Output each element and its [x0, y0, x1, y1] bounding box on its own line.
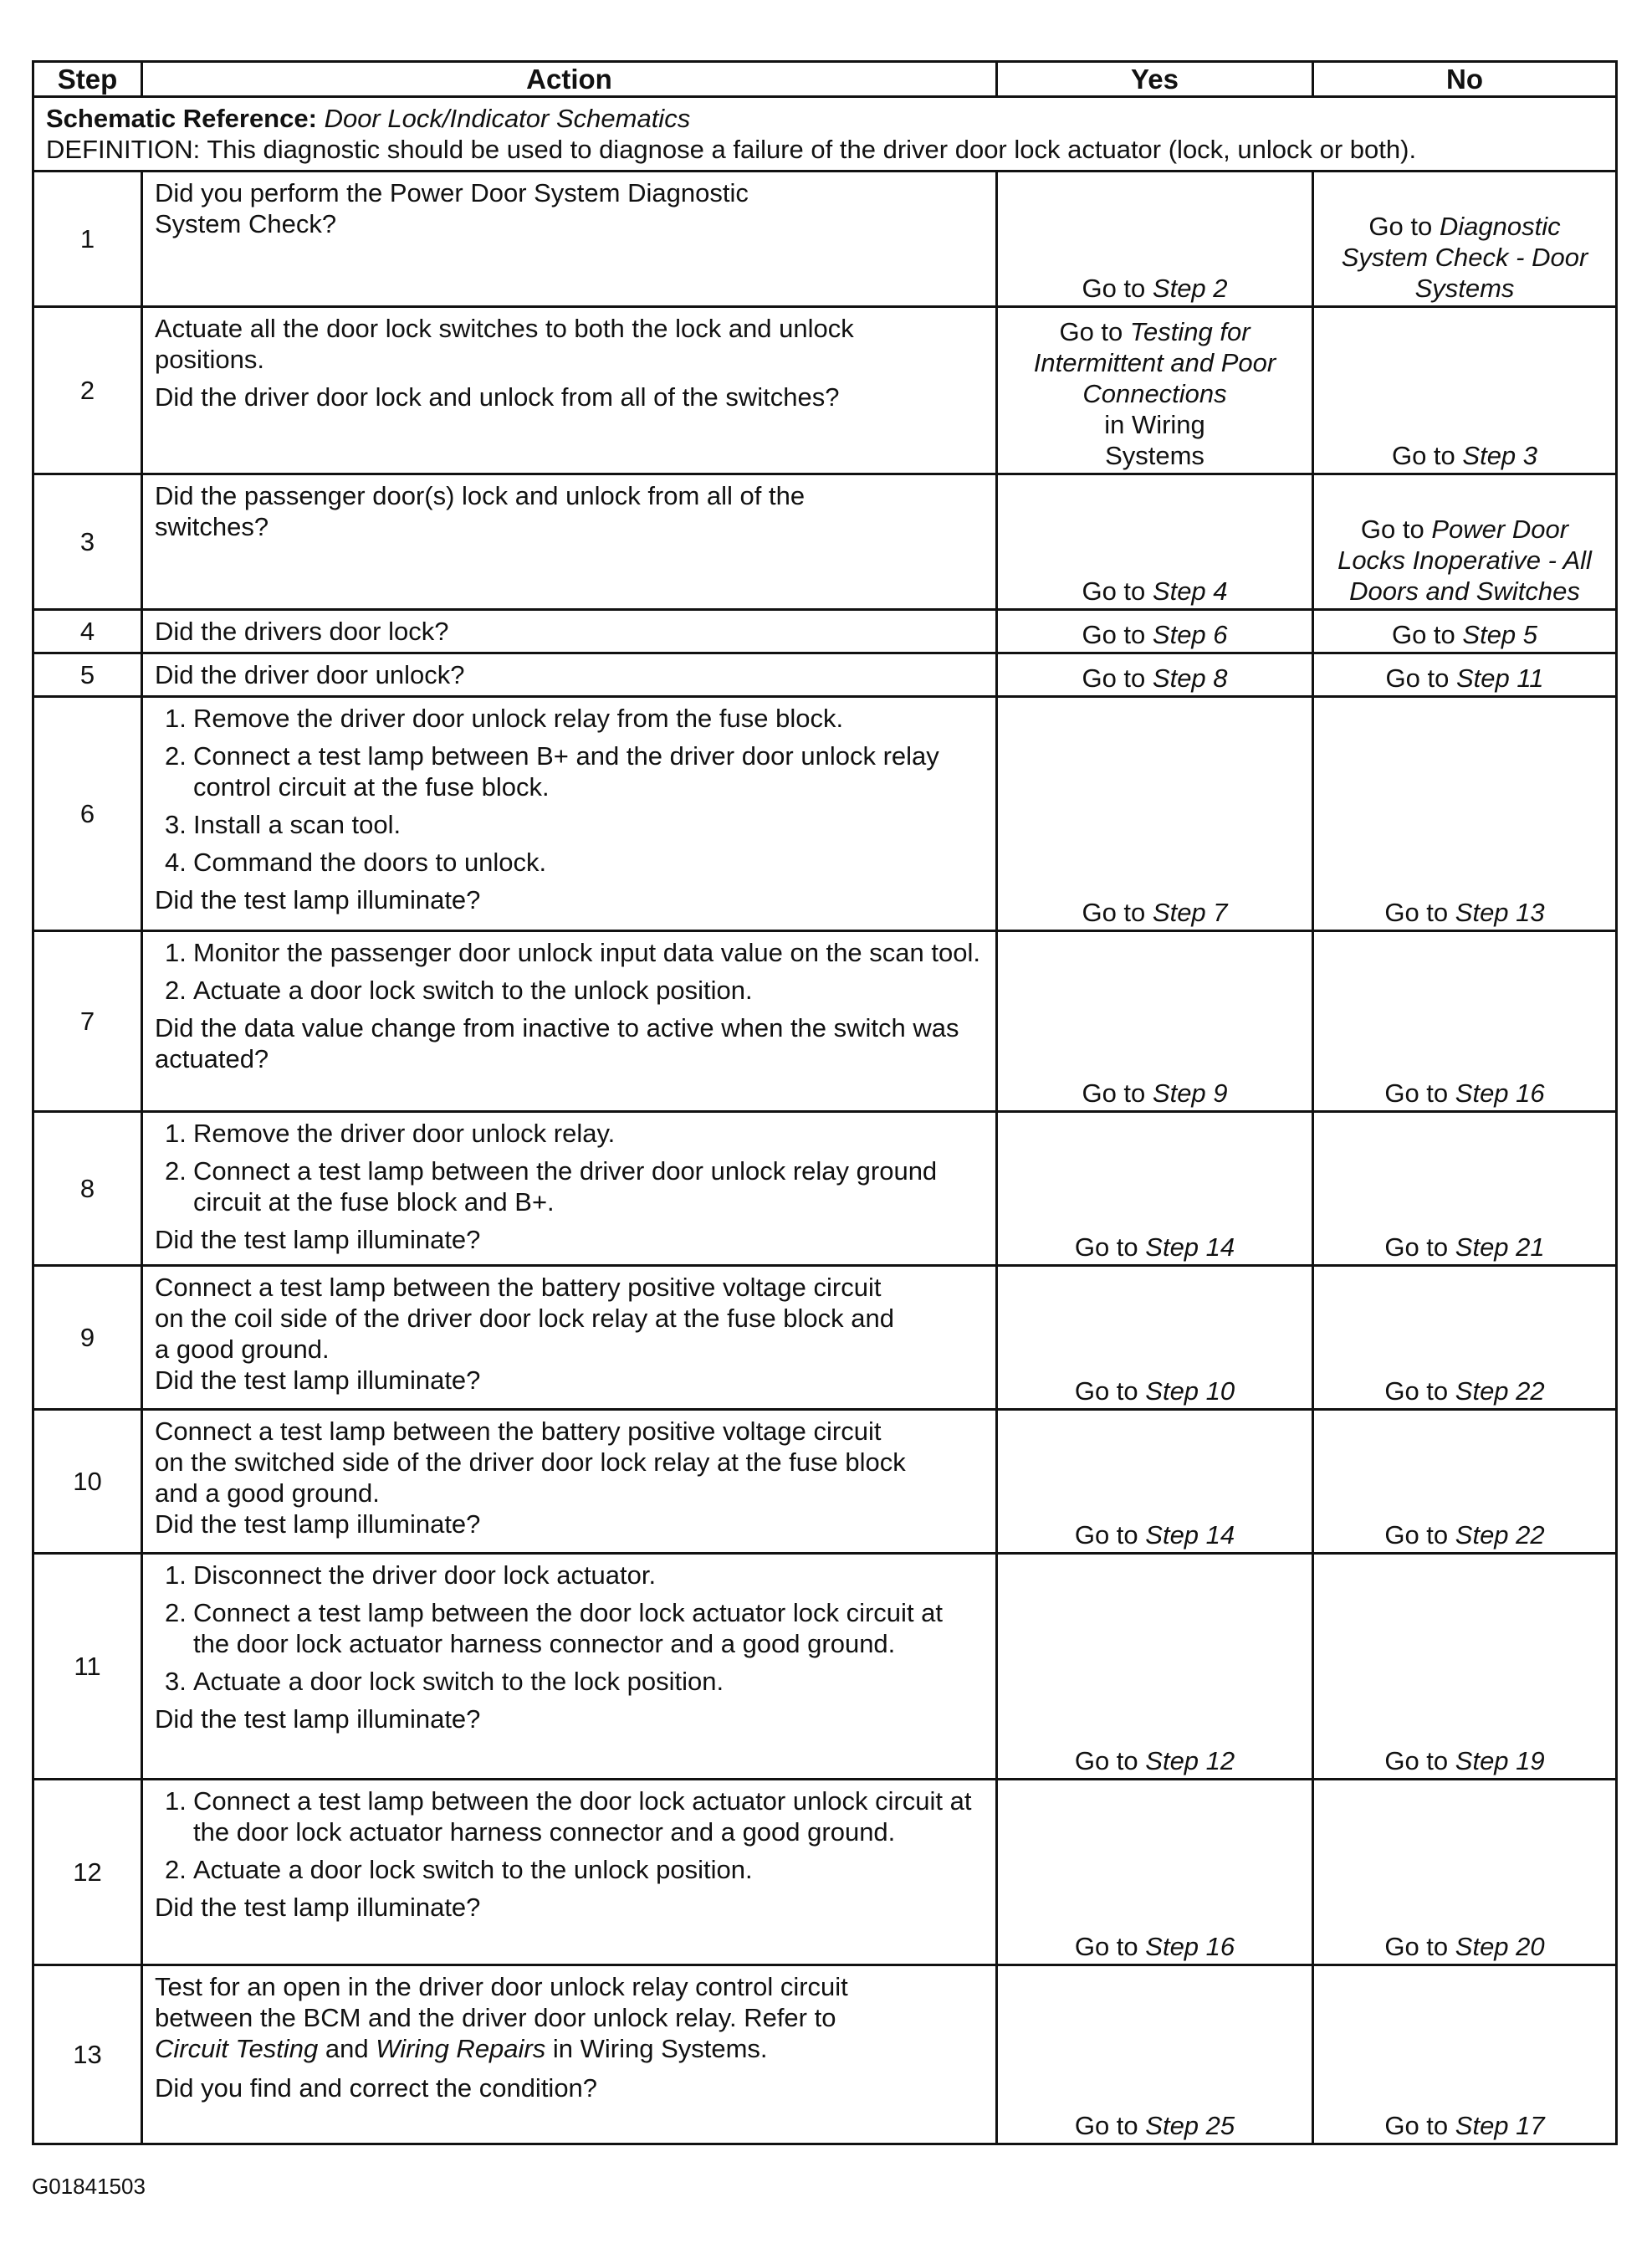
circuit-testing-link[interactable]: Circuit Testing — [155, 2034, 319, 2063]
table-row — [33, 931, 1617, 1112]
action-item-number: 2. — [165, 976, 187, 1005]
yes-goto[interactable] — [1006, 576, 1303, 607]
schematic-reference — [46, 103, 1603, 134]
no-target: Step 3 — [1462, 441, 1538, 470]
action-item-text: Remove the driver door unlock relay. — [193, 1119, 616, 1148]
action-item-text: Actuate a door lock switch to the unlock position. — [193, 976, 753, 1005]
table-row — [33, 172, 1617, 307]
no-cell — [1313, 474, 1617, 610]
no-goto[interactable] — [1322, 1078, 1607, 1109]
diagnostic-table — [32, 60, 1618, 2145]
table-header — [33, 62, 1617, 97]
table-row — [33, 1554, 1617, 1780]
action-item-text: Connect a test lamp between the driver door unlock relay ground circuit at the fuse block and B+. — [193, 1156, 938, 1217]
action-cell — [142, 1410, 997, 1554]
action-item-text: Connect a test lamp between B+ and the driver door unlock relay control circuit at the fuse block. — [193, 741, 939, 802]
yes-cell — [997, 1112, 1313, 1266]
yes-goto[interactable] — [1006, 663, 1303, 694]
no-line[interactable]: Systems — [1414, 274, 1515, 303]
no-goto-label: Go to — [1391, 620, 1455, 649]
action-line: Connect a test lamp between the battery positive voltage circuit — [155, 1416, 882, 1446]
action-line: between the BCM and the driver door unlock relay. Refer to — [155, 2003, 836, 2032]
action-question: Did the test lamp illuminate? — [155, 1365, 481, 1395]
action-line: on the switched side of the driver door lock relay at the fuse block — [155, 1447, 906, 1477]
table-row — [33, 1780, 1617, 1965]
action-line: Did the passenger door(s) lock and unlock from all of the — [155, 481, 806, 510]
yes-goto[interactable] — [1006, 1931, 1303, 1962]
header-action: Action — [142, 62, 997, 97]
yes-goto-label: Go to — [1082, 576, 1146, 606]
step-number: 8 — [33, 1112, 142, 1266]
step-number: 11 — [33, 1554, 142, 1780]
action-item — [155, 975, 984, 1006]
action-item-number: 2. — [165, 1855, 187, 1884]
action-line: switches? — [155, 512, 269, 541]
no-cell — [1313, 1965, 1617, 2144]
action-item — [155, 847, 984, 878]
action-line: Did you perform the Power Door System Diagnostic — [155, 178, 749, 207]
action-item-number: 1. — [165, 704, 187, 733]
step-number: 3 — [33, 474, 142, 610]
yes-cell — [997, 1554, 1313, 1780]
yes-target: Step 12 — [1145, 1746, 1235, 1775]
yes-goto[interactable] — [1006, 273, 1303, 304]
no-goto[interactable] — [1322, 440, 1607, 471]
action-item-text: Command the doors to unlock. — [193, 848, 547, 877]
no-goto-label: Go to — [1384, 1376, 1449, 1406]
action-cell — [142, 610, 997, 653]
table-row — [33, 1266, 1617, 1410]
yes-cell — [997, 653, 1313, 697]
action-item-text: Connect a test lamp between the door lock actuator lock circuit at the door lock actuator harness connector and a good ground. — [193, 1598, 944, 1658]
yes-cell — [997, 697, 1313, 931]
step-number: 2 — [33, 307, 142, 474]
step-number: 5 — [33, 653, 142, 697]
yes-cell — [997, 172, 1313, 307]
yes-target: Step 14 — [1145, 1520, 1235, 1550]
yes-goto-label: Go to — [1082, 898, 1146, 927]
action-item-number: 4. — [165, 848, 187, 877]
no-target: Step 22 — [1455, 1376, 1545, 1406]
action-item-text: Actuate a door lock switch to the unlock position. — [193, 1855, 753, 1884]
no-line[interactable] — [1322, 514, 1607, 545]
refer-line — [155, 2033, 984, 2064]
action-cell — [142, 1266, 997, 1410]
header-yes: Yes — [997, 62, 1313, 97]
table-row — [33, 1112, 1617, 1266]
yes-target: Step 16 — [1145, 1932, 1235, 1961]
action-item-text: Monitor the passenger door unlock input data value on the scan tool. — [193, 938, 980, 967]
no-target: Step 22 — [1455, 1520, 1545, 1550]
action-item — [155, 740, 984, 802]
no-goto-label: Go to — [1384, 1746, 1449, 1775]
yes-goto-label: Go to — [1082, 663, 1146, 693]
no-goto-label: Go to — [1368, 212, 1433, 241]
no-goto-label: Go to — [1385, 663, 1450, 693]
yes-goto[interactable] — [1006, 2110, 1303, 2141]
action-line: positions. — [155, 345, 264, 374]
action-cell — [142, 931, 997, 1112]
no-target: Step 11 — [1455, 663, 1544, 693]
yes-cell — [997, 610, 1313, 653]
action-item-number: 1. — [165, 1119, 187, 1148]
yes-goto[interactable] — [1006, 1375, 1303, 1406]
step-number: 6 — [33, 697, 142, 931]
no-target: Step 20 — [1455, 1932, 1545, 1961]
header-step: Step — [33, 62, 142, 97]
yes-target: Step 4 — [1152, 576, 1228, 606]
wiring-repairs-link[interactable]: Wiring Repairs — [376, 2034, 546, 2063]
action-item-number: 2. — [165, 1156, 187, 1186]
step-number: 9 — [33, 1266, 142, 1410]
step-number: 12 — [33, 1780, 142, 1965]
yes-goto-label: Go to — [1059, 317, 1123, 346]
yes-goto[interactable] — [1006, 1745, 1303, 1776]
yes-goto[interactable] — [1006, 1232, 1303, 1263]
action-item-text: Disconnect the driver door lock actuator. — [193, 1560, 657, 1590]
no-goto-label: Go to — [1391, 441, 1455, 470]
action-item-text: Install a scan tool. — [193, 810, 401, 839]
action-line: Did the driver door unlock? — [155, 660, 465, 689]
yes-line: Systems — [1105, 441, 1204, 470]
no-cell — [1313, 1410, 1617, 1554]
step-number: 13 — [33, 1965, 142, 2144]
action-item — [155, 937, 984, 968]
yes-target: Step 2 — [1152, 274, 1228, 303]
action-item-text: Remove the driver door unlock relay from the fuse block. — [193, 704, 844, 733]
no-goto-label: Go to — [1384, 2111, 1449, 2140]
action-cell — [142, 474, 997, 610]
no-target: Diagnostic — [1439, 212, 1561, 241]
action-item-number: 3. — [165, 1667, 187, 1696]
yes-target: Testing for — [1129, 317, 1251, 346]
step-number: 10 — [33, 1410, 142, 1554]
yes-goto-label: Go to — [1082, 274, 1146, 303]
no-target: Step 13 — [1455, 898, 1545, 927]
action-cell — [142, 1112, 997, 1266]
action-item — [155, 1155, 984, 1217]
action-line: on the coil side of the driver door lock relay at the fuse block and — [155, 1304, 894, 1333]
action-question: Did the test lamp illuminate? — [155, 1704, 481, 1734]
action-item-number: 1. — [165, 938, 187, 967]
no-goto[interactable] — [1322, 619, 1607, 650]
action-cell — [142, 697, 997, 931]
action-item-text: Connect a test lamp between the door lock actuator unlock circuit at the door lock actuator harness connector and a good ground. — [193, 1786, 972, 1847]
no-cell — [1313, 307, 1617, 474]
yes-target: Step 10 — [1145, 1376, 1235, 1406]
action-line: Connect a test lamp between the battery positive voltage circuit — [155, 1273, 882, 1302]
yes-goto-label: Go to — [1074, 1232, 1138, 1262]
step-number: 7 — [33, 931, 142, 1112]
action-item — [155, 809, 984, 840]
step-number: 4 — [33, 610, 142, 653]
no-goto-label: Go to — [1360, 515, 1424, 544]
action-item — [155, 1597, 984, 1659]
no-goto[interactable] — [1322, 1745, 1607, 1776]
step-number: 1 — [33, 172, 142, 307]
no-target: Step 21 — [1455, 1232, 1545, 1262]
action-question: Did you find and correct the condition? — [155, 2073, 598, 2103]
yes-cell — [997, 931, 1313, 1112]
table-row — [33, 697, 1617, 931]
yes-goto-label: Go to — [1074, 1746, 1138, 1775]
action-line: Test for an open in the driver door unlock relay control circuit — [155, 1972, 848, 2001]
yes-goto-label: Go to — [1082, 1078, 1146, 1108]
spacer — [155, 2064, 984, 2072]
yes-target: Step 9 — [1152, 1078, 1228, 1108]
action-cell — [142, 653, 997, 697]
no-target: Power Door — [1431, 515, 1569, 544]
no-goto[interactable] — [1322, 1375, 1607, 1406]
action-question: Did the test lamp illuminate? — [155, 1225, 481, 1254]
action-line: Actuate all the door lock switches to both the lock and unlock — [155, 314, 854, 343]
yes-goto-label: Go to — [1074, 1520, 1138, 1550]
no-goto[interactable] — [1322, 663, 1607, 694]
no-line[interactable]: System Check - Door — [1341, 243, 1588, 272]
no-goto-label: Go to — [1384, 1232, 1449, 1262]
no-cell — [1313, 610, 1617, 653]
no-goto[interactable] — [1322, 1931, 1607, 1962]
action-question: Did the test lamp illuminate? — [155, 885, 481, 914]
schematic-reference-label: Schematic Reference: — [46, 104, 317, 133]
action-cell — [142, 1554, 997, 1780]
refer-and: and — [325, 2034, 369, 2063]
table-row — [33, 653, 1617, 697]
yes-goto-label: Go to — [1082, 620, 1146, 649]
yes-target: Step 14 — [1145, 1232, 1235, 1262]
no-goto-label: Go to — [1384, 1932, 1449, 1961]
no-line[interactable]: Locks Inoperative - All — [1337, 546, 1592, 575]
header-no: No — [1313, 62, 1617, 97]
yes-line[interactable]: Connections — [1082, 379, 1227, 408]
no-target: Step 16 — [1455, 1078, 1545, 1108]
action-line: Did the drivers door lock? — [155, 617, 449, 646]
no-cell — [1313, 697, 1617, 931]
refer-tail: in Wiring Systems. — [552, 2034, 768, 2063]
yes-goto-label: Go to — [1074, 2111, 1138, 2140]
no-target: Step 17 — [1455, 2111, 1545, 2140]
action-item-number: 2. — [165, 741, 187, 771]
definition-text: DEFINITION: This diagnostic should be used to diagnose a failure of the driver door lock actuator (lock, unlock or both). — [46, 135, 1417, 164]
no-cell — [1313, 1780, 1617, 1965]
no-target: Step 19 — [1455, 1746, 1545, 1775]
table-body — [33, 97, 1617, 2144]
no-goto[interactable] — [1322, 897, 1607, 928]
figure-id: G01841503 — [32, 2174, 146, 2199]
yes-line[interactable] — [1006, 316, 1303, 347]
no-goto[interactable] — [1322, 1232, 1607, 1263]
yes-goto[interactable] — [1006, 1519, 1303, 1550]
action-line: and a good ground. — [155, 1478, 380, 1508]
yes-cell — [997, 474, 1313, 610]
yes-cell — [997, 1266, 1313, 1410]
action-item — [155, 1854, 984, 1885]
action-question: Did the data value change from inactive to active when the switch was actuated? — [155, 1013, 959, 1073]
no-cell — [1313, 1112, 1617, 1266]
no-goto-label: Go to — [1384, 1078, 1449, 1108]
no-goto[interactable] — [1322, 1519, 1607, 1550]
yes-target: Step 6 — [1152, 620, 1228, 649]
yes-target: Step 8 — [1152, 663, 1228, 693]
action-item — [155, 1118, 984, 1149]
no-cell — [1313, 653, 1617, 697]
action-item — [155, 1666, 984, 1697]
schematic-reference-link[interactable]: Door Lock/Indicator Schematics — [324, 104, 691, 133]
action-item-number: 1. — [165, 1786, 187, 1816]
table-row — [33, 474, 1617, 610]
action-item-number: 1. — [165, 1560, 187, 1590]
table-row — [33, 610, 1617, 653]
action-question: Did the test lamp illuminate? — [155, 1893, 481, 1922]
action-cell — [142, 307, 997, 474]
no-cell — [1313, 1266, 1617, 1410]
yes-goto-label: Go to — [1074, 1376, 1138, 1406]
no-goto-label: Go to — [1384, 1520, 1449, 1550]
action-line: System Check? — [155, 209, 337, 238]
no-cell — [1313, 172, 1617, 307]
no-target: Step 5 — [1462, 620, 1538, 649]
table-row — [33, 307, 1617, 474]
schematic-reference-cell — [33, 97, 1617, 172]
action-item-number: 3. — [165, 810, 187, 839]
yes-line: in Wiring — [1104, 410, 1205, 439]
action-line: a good ground. — [155, 1334, 330, 1364]
yes-goto-label: Go to — [1074, 1932, 1138, 1961]
action-item-text: Actuate a door lock switch to the lock position. — [193, 1667, 724, 1696]
action-item — [155, 1560, 984, 1591]
action-item — [155, 1785, 984, 1847]
action-cell — [142, 1780, 997, 1965]
yes-cell — [997, 307, 1313, 474]
no-line[interactable]: Doors and Switches — [1349, 576, 1580, 606]
action-cell — [142, 172, 997, 307]
no-goto[interactable] — [1322, 2110, 1607, 2141]
yes-cell — [997, 1965, 1313, 2144]
yes-goto[interactable] — [1006, 619, 1303, 650]
action-item-number: 2. — [165, 1598, 187, 1627]
yes-target: Step 25 — [1145, 2111, 1235, 2140]
yes-goto[interactable] — [1006, 897, 1303, 928]
table-row — [33, 1410, 1617, 1554]
yes-cell — [997, 1780, 1313, 1965]
action-question: Did the driver door lock and unlock from all of the switches? — [155, 382, 840, 412]
yes-goto[interactable] — [1006, 1078, 1303, 1109]
action-cell — [142, 1965, 997, 2144]
table-row — [33, 1965, 1617, 2144]
action-question: Did the test lamp illuminate? — [155, 1509, 481, 1539]
yes-line[interactable]: Intermittent and Poor — [1033, 348, 1276, 377]
action-item — [155, 703, 984, 734]
no-goto-label: Go to — [1384, 898, 1449, 927]
yes-cell — [997, 1410, 1313, 1554]
schematic-reference-row — [33, 97, 1617, 172]
no-cell — [1313, 931, 1617, 1112]
yes-target: Step 7 — [1152, 898, 1228, 927]
no-cell — [1313, 1554, 1617, 1780]
no-line[interactable] — [1322, 211, 1607, 242]
